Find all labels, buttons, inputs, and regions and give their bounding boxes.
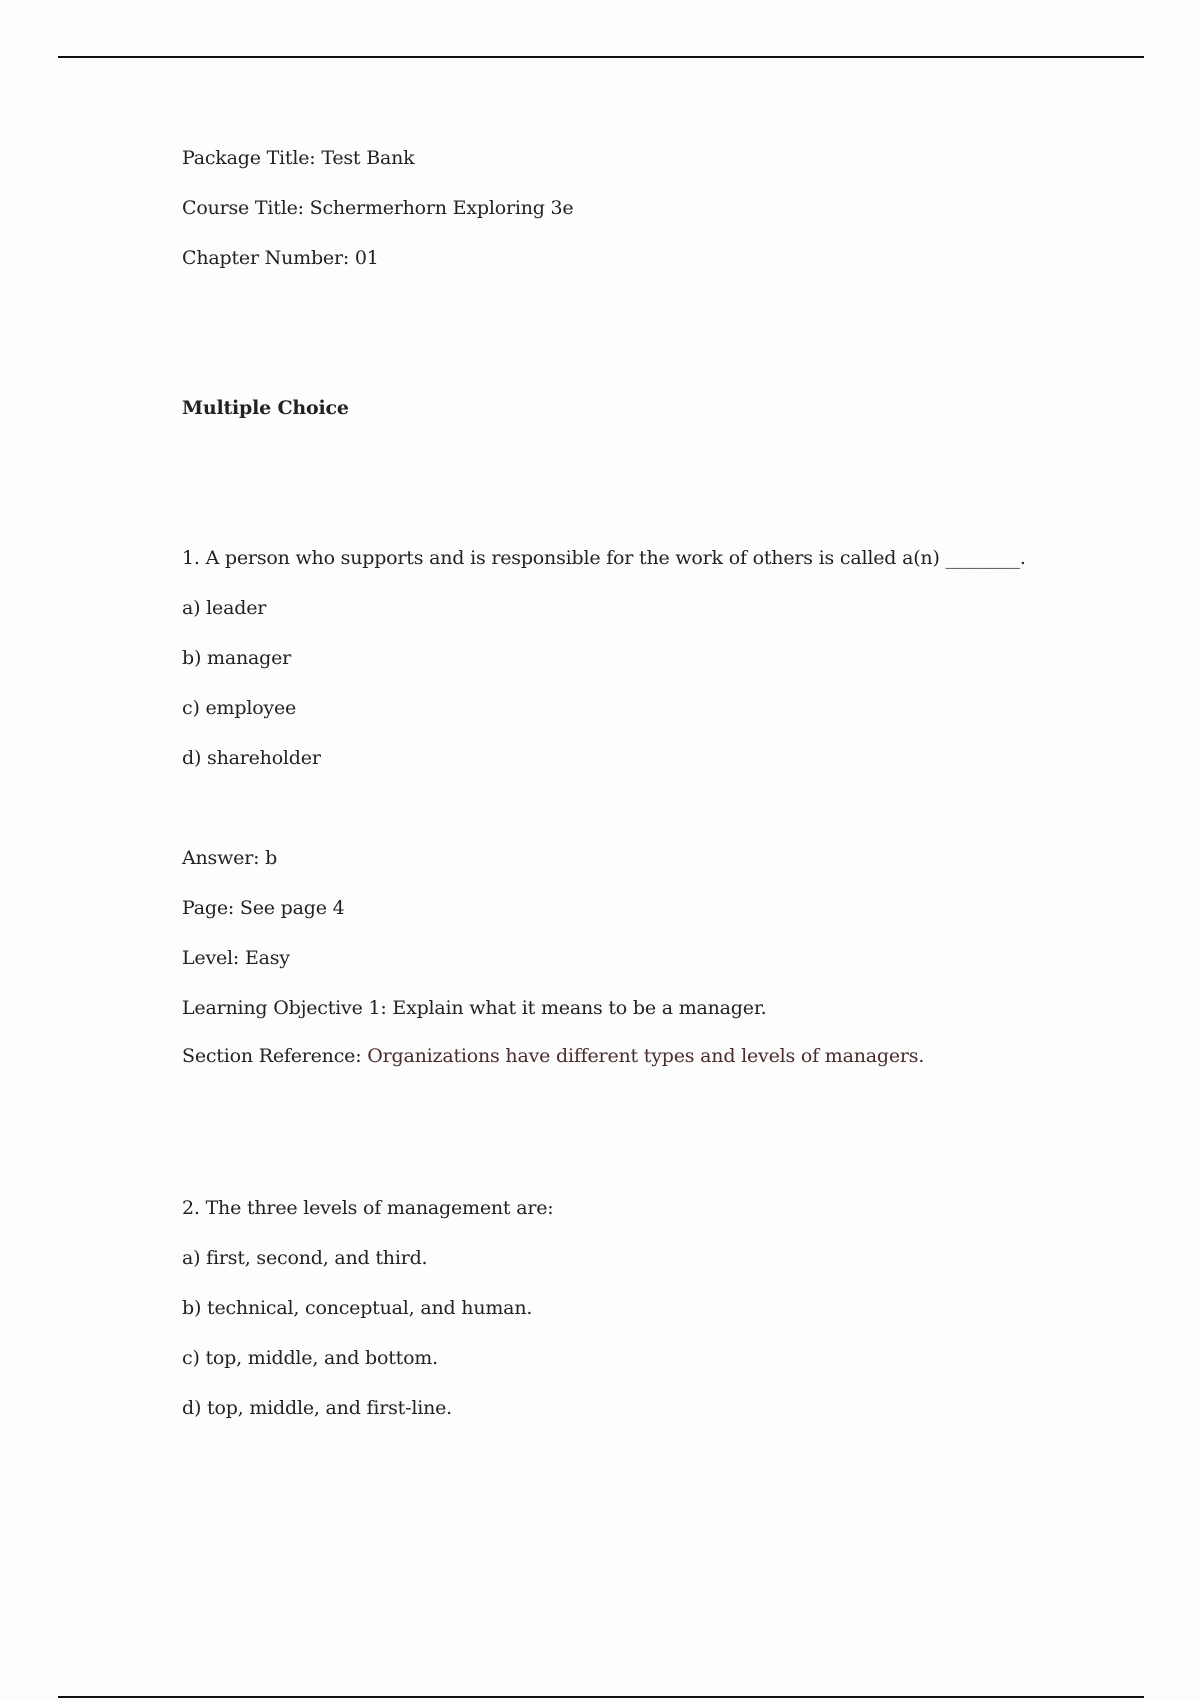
- question-1-option-a: a) leader: [182, 597, 267, 619]
- question-2-option-a: a) first, second, and third.: [182, 1247, 428, 1269]
- page-top-rule: [58, 56, 1144, 58]
- question-1-level: Level: Easy: [182, 947, 290, 969]
- section-heading: Multiple Choice: [182, 397, 349, 419]
- question-2-option-b: b) technical, conceptual, and human.: [182, 1297, 533, 1319]
- question-2-option-c: c) top, middle, and bottom.: [182, 1347, 438, 1369]
- page-bottom-rule: [58, 1696, 1144, 1698]
- question-1-objective: Learning Objective 1: Explain what it means to be a manager.: [182, 997, 767, 1019]
- question-2-option-d: d) top, middle, and first-line.: [182, 1397, 452, 1419]
- section-reference-text: Organizations have different types and levels of managers.: [367, 1045, 925, 1067]
- question-1-page: Page: See page 4: [182, 897, 345, 919]
- section-reference-label: Section Reference:: [182, 1045, 368, 1067]
- question-1-section-reference: [182, 1044, 924, 1068]
- package-title: Package Title: Test Bank: [182, 147, 415, 169]
- question-1-option-d: d) shareholder: [182, 747, 321, 769]
- question-1-option-b: b) manager: [182, 647, 292, 669]
- chapter-number: Chapter Number: 01: [182, 247, 379, 269]
- course-title: Course Title: Schermerhorn Exploring 3e: [182, 197, 574, 219]
- question-2-stem: 2. The three levels of management are:: [182, 1197, 554, 1219]
- question-1-option-c: c) employee: [182, 697, 297, 719]
- question-1-answer: Answer: b: [182, 847, 278, 869]
- question-1-stem: 1. A person who supports and is responsible for the work of others is called a(n) ________.: [182, 547, 1026, 569]
